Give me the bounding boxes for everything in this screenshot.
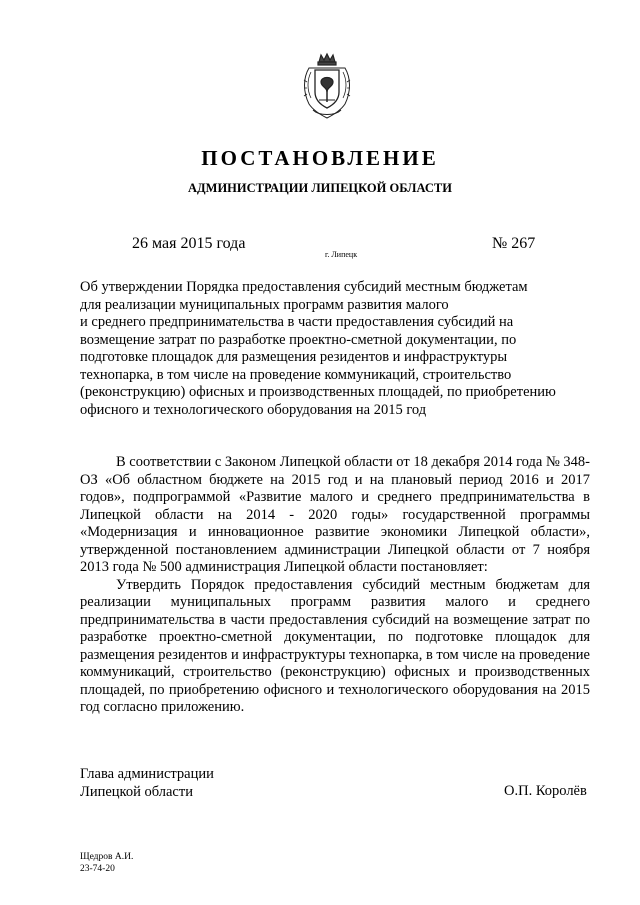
signature-name: О.П. Королёв: [504, 783, 587, 799]
subject-line: и среднего предпринимательства в части предоставления субсидий на: [80, 314, 514, 330]
body-paragraph-preamble: В соответствии с Законом Липецкой области от 18 декабря 2014 года № 348-ОЗ «Об областном бюджете на 2015 год и на плановый период 2016 и 2017 годов», подпрограммой «Развитие малого и среднего предпринимательства в Липецкой области на 2014 - 2020 годы» государственной программы «Модернизация и инновационное развитие экономики Липецкой области», утвержденной постановлением администрации Липецкой области от 7 ноября 2013 года № 500 администрация Липецкой области постановляет:: [80, 454, 590, 575]
document-subtitle: АДМИНИСТРАЦИИ ЛИПЕЦКОЙ ОБЛАСТИ: [188, 181, 452, 195]
subject-line: для реализации муниципальных программ развития малого: [80, 296, 449, 313]
subject-line: Об утверждении Порядка предоставления субсидий местным бюджетам: [80, 279, 528, 295]
document-date: 26 мая 2015 года: [132, 235, 246, 252]
subject-line: возмещение затрат по разработке проектно-сметной документации, по: [80, 331, 517, 348]
subject-line: подготовке площадок для размещения резидентов и инфраструктуры: [80, 349, 508, 365]
executor-info: [80, 851, 133, 875]
signature-role-line: Глава администрации: [80, 766, 214, 782]
document-number: № 267: [492, 235, 536, 252]
document-subject: [80, 279, 600, 419]
document-title: ПОСТАНОВЛЕНИЕ: [201, 146, 439, 170]
signature-role: [80, 766, 214, 801]
executor-name: Щедров А.И.: [80, 852, 134, 862]
executor-phone: 23-74-20: [80, 864, 115, 874]
subject-line: технопарка, в том числе на проведение коммуникаций, строительство: [80, 366, 512, 383]
coat-of-arms-emblem: [299, 52, 355, 122]
document-city: г. Липецк: [325, 250, 358, 259]
subject-line: (реконструкцию) офисных и производственных площадей, по приобретению: [80, 384, 556, 400]
signature-role-line: Липецкой области: [80, 783, 193, 800]
subject-line: офисного и технологического оборудования на 2015 год: [80, 401, 427, 418]
document-body: [80, 454, 590, 717]
body-paragraph-resolution: Утвердить Порядок предоставления субсидий местным бюджетам для реализации муниципальных программ развития малого и среднего предпринимательства в части предоставления субсидий на возмещение затрат по разработке проектно-сметной документации, по подготовке площадок для размещения резидентов и инфраструктуры технопарка, в том числе на проведение коммуникаций, строительство (реконструкцию) офисных и производственных площадей, по приобретению офисного и технологического оборудования на 2015 год согласно приложению.: [80, 576, 590, 715]
